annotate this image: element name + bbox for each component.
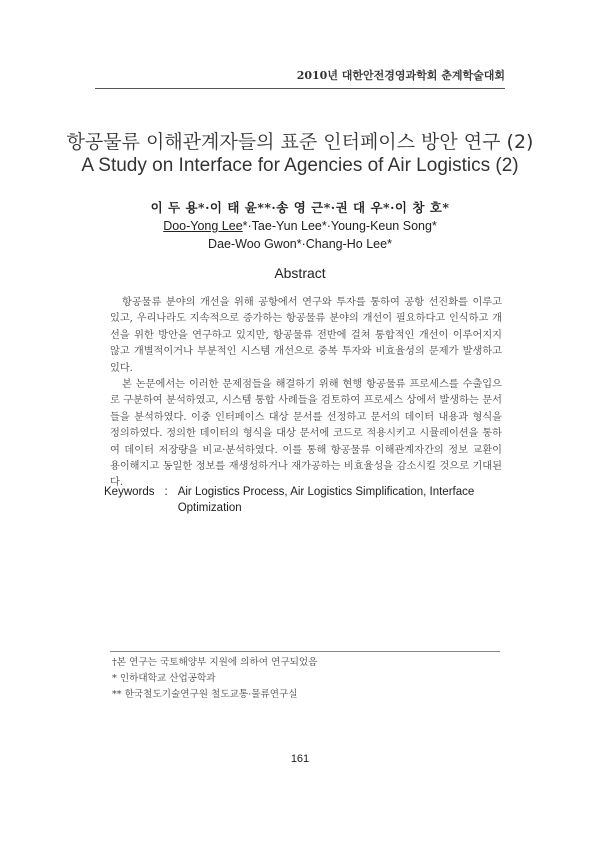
korean-title: 항공물류 이해관계자들의 표준 인터페이스 방안 연구 (2) — [66, 131, 534, 153]
footnote-affiliation-2: ** 한국철도기술연구원 철도교통·물류연구실 — [112, 689, 298, 700]
footnote-affiliation-1: * 인하대학교 산업공학과 — [112, 673, 216, 684]
header-rule — [95, 88, 505, 89]
english-authors — [0, 217, 600, 253]
abstract-body — [110, 295, 502, 492]
keywords-label: Keywords — [104, 486, 155, 498]
abstract-paragraph: 항공물류 분야의 개선을 위해 공항에서 연구와 투자를 통하여 공항 선진화를 이루고 있고, 우리나라도 지속적으로 증가하는 항공물류 분야의 개선이 필요하다고 인식하고 개선을 위한 방안을 연구하고 있지만, 항공물류 전반에 걸쳐 통합적인 개선이 이루어지지 않고 개별적이거나 부분적인 시스템 개선으로 중복 투자와 비효율성의 문제가 발생하고 있다. — [110, 297, 502, 374]
page-number: 161 — [290, 753, 310, 765]
abstract-heading: Abstract — [274, 265, 326, 281]
footnote-rule — [110, 651, 500, 652]
keywords-separator: : — [164, 486, 168, 498]
english-title: A Study on Interface for Agencies of Air Logistics (2) — [81, 155, 519, 176]
co-authors-line1: *·Tae-Yun Lee*·Young-Keun Song* — [242, 219, 437, 233]
keywords-text: Air Logistics Process, Air Logistics Simplification, Interface Optimization — [177, 486, 475, 514]
first-author-name: Doo-Yong Lee — [163, 219, 243, 233]
english-authors-line2: Dae-Woo Gwon*·Chang-Ho Lee* — [208, 237, 392, 251]
english-authors-line1 — [0, 217, 600, 235]
korean-authors: 이 두 용*·이 태 윤**·송 영 근*·권 대 우*·이 창 호* — [150, 200, 450, 215]
conference-header: 2010년 대한안전경영과학회 춘계학술대회 — [296, 69, 505, 82]
footnotes — [112, 655, 317, 703]
abstract-paragraph: 본 논문에서는 이러한 문제점들을 해결하기 위해 현행 항공물류 프로세스를 수출입으로 구분하여 분석하였고, 시스템 통합 사례들을 검토하여 프로세스 상에서 발생하는 문서들을 분석하였다. 이중 인터페이스 대상 문서를 선정하고 문서의 데이터 내용과 형식을 정의하였다. 정의한 데이터의 형식을 대상 문서에 코드로 적용시키고 시뮬레이션을 통하여 데이터 저장량을 비교·분석하였다. 이를 통해 항공물류 이해관계자간의 정보 교환이 용이해지고 동일한 정보를 재생성하거나 재가공하는 비효율성을 감소시킬 것으로 기대된다. — [110, 379, 502, 489]
keywords — [104, 484, 504, 516]
footnote-funding: †본 연구는 국토해양부 지원에 의하여 연구되었음 — [112, 657, 318, 668]
